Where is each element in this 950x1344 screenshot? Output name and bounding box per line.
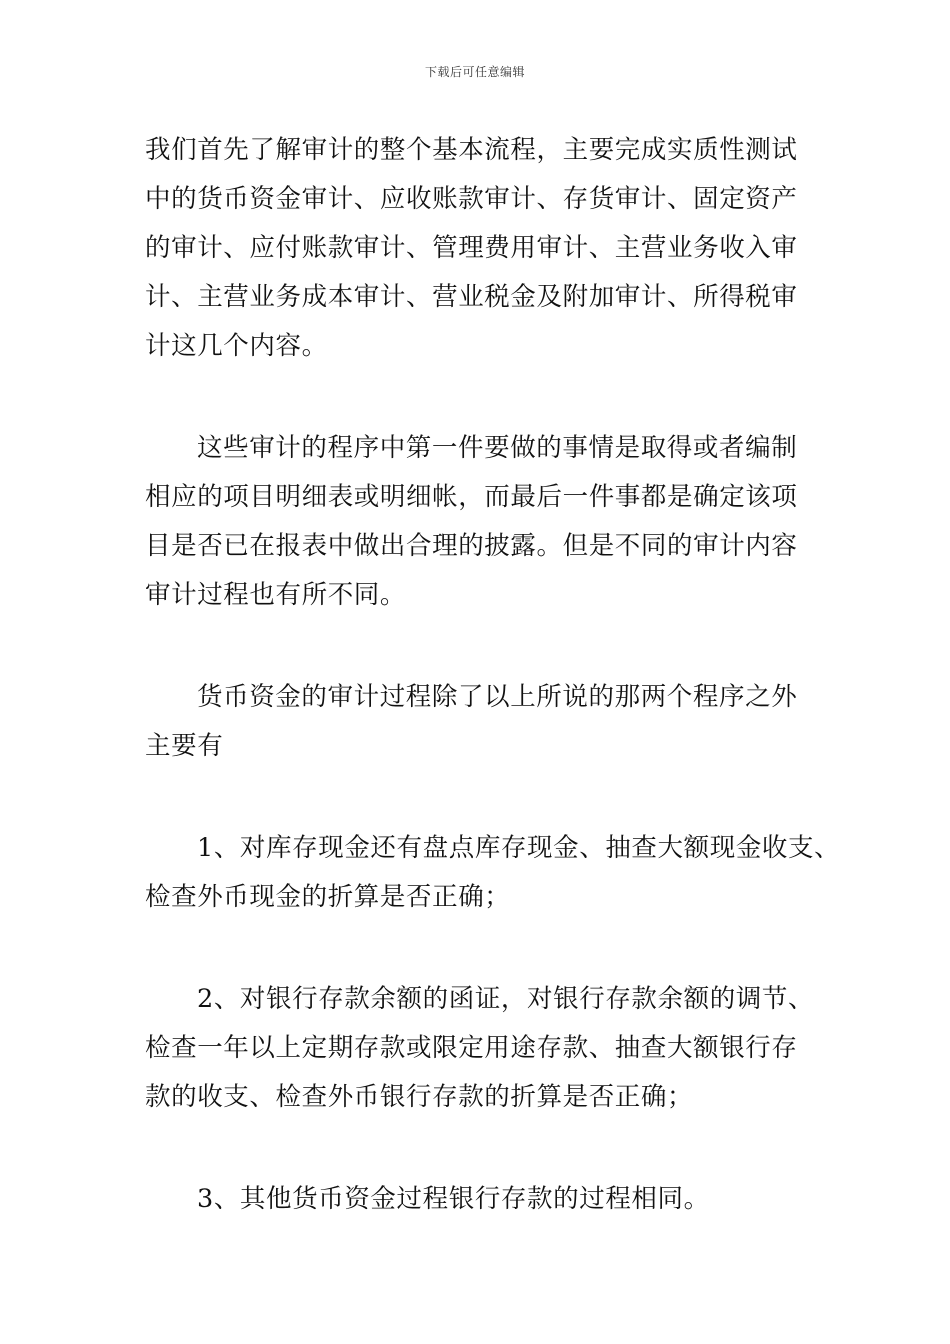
paragraph-3-line-2: 主要有 <box>145 731 224 761</box>
paragraph-1-line-4: 计、主营业务成本审计、营业税金及附加审计、所得税审 <box>145 282 798 312</box>
paragraph-1-line-1: 我们首先了解审计的整个基本流程，主要完成实质性测试 <box>145 135 798 165</box>
paragraph-1-line-5: 计这几个内容。 <box>145 331 328 361</box>
paragraph-1-line-2: 中的货币资金审计、应收账款审计、存货审计、固定资产 <box>145 184 798 214</box>
paragraph-6-line-1: 3、其他货币资金过程银行存款的过程相同。 <box>197 1184 710 1214</box>
paragraph-5-line-2: 检查一年以上定期存款或限定用途存款、抽查大额银行存 <box>145 1033 798 1063</box>
paragraph-5-line-3: 款的收支、检查外币银行存款的折算是否正确； <box>145 1082 694 1112</box>
paragraph-5-line-1: 2、对银行存款余额的函证，对银行存款余额的调节、 <box>197 984 815 1014</box>
paragraph-3-line-1: 货币资金的审计过程除了以上所说的那两个程序之外 <box>197 682 798 712</box>
paragraph-2-line-1: 这些审计的程序中第一件要做的事情是取得或者编制 <box>197 433 798 463</box>
paragraph-4-line-2: 检查外币现金的折算是否正确； <box>145 882 511 912</box>
paragraph-4-line-1: 1、对库存现金还有盘点库存现金、抽查大额现金收支、 <box>197 833 841 863</box>
paragraph-2-line-2: 相应的项目明细表或明细帐，而最后一件事都是确定该项 <box>145 482 798 512</box>
paragraph-2-line-3: 目是否已在报表中做出合理的披露。但是不同的审计内容 <box>145 531 798 561</box>
paragraph-1-line-3: 的审计、应付账款审计、管理费用审计、主营业务收入审 <box>145 233 798 263</box>
page-header: 下载后可任意编辑 <box>424 65 525 79</box>
paragraph-2-line-4: 审计过程也有所不同。 <box>145 580 407 610</box>
